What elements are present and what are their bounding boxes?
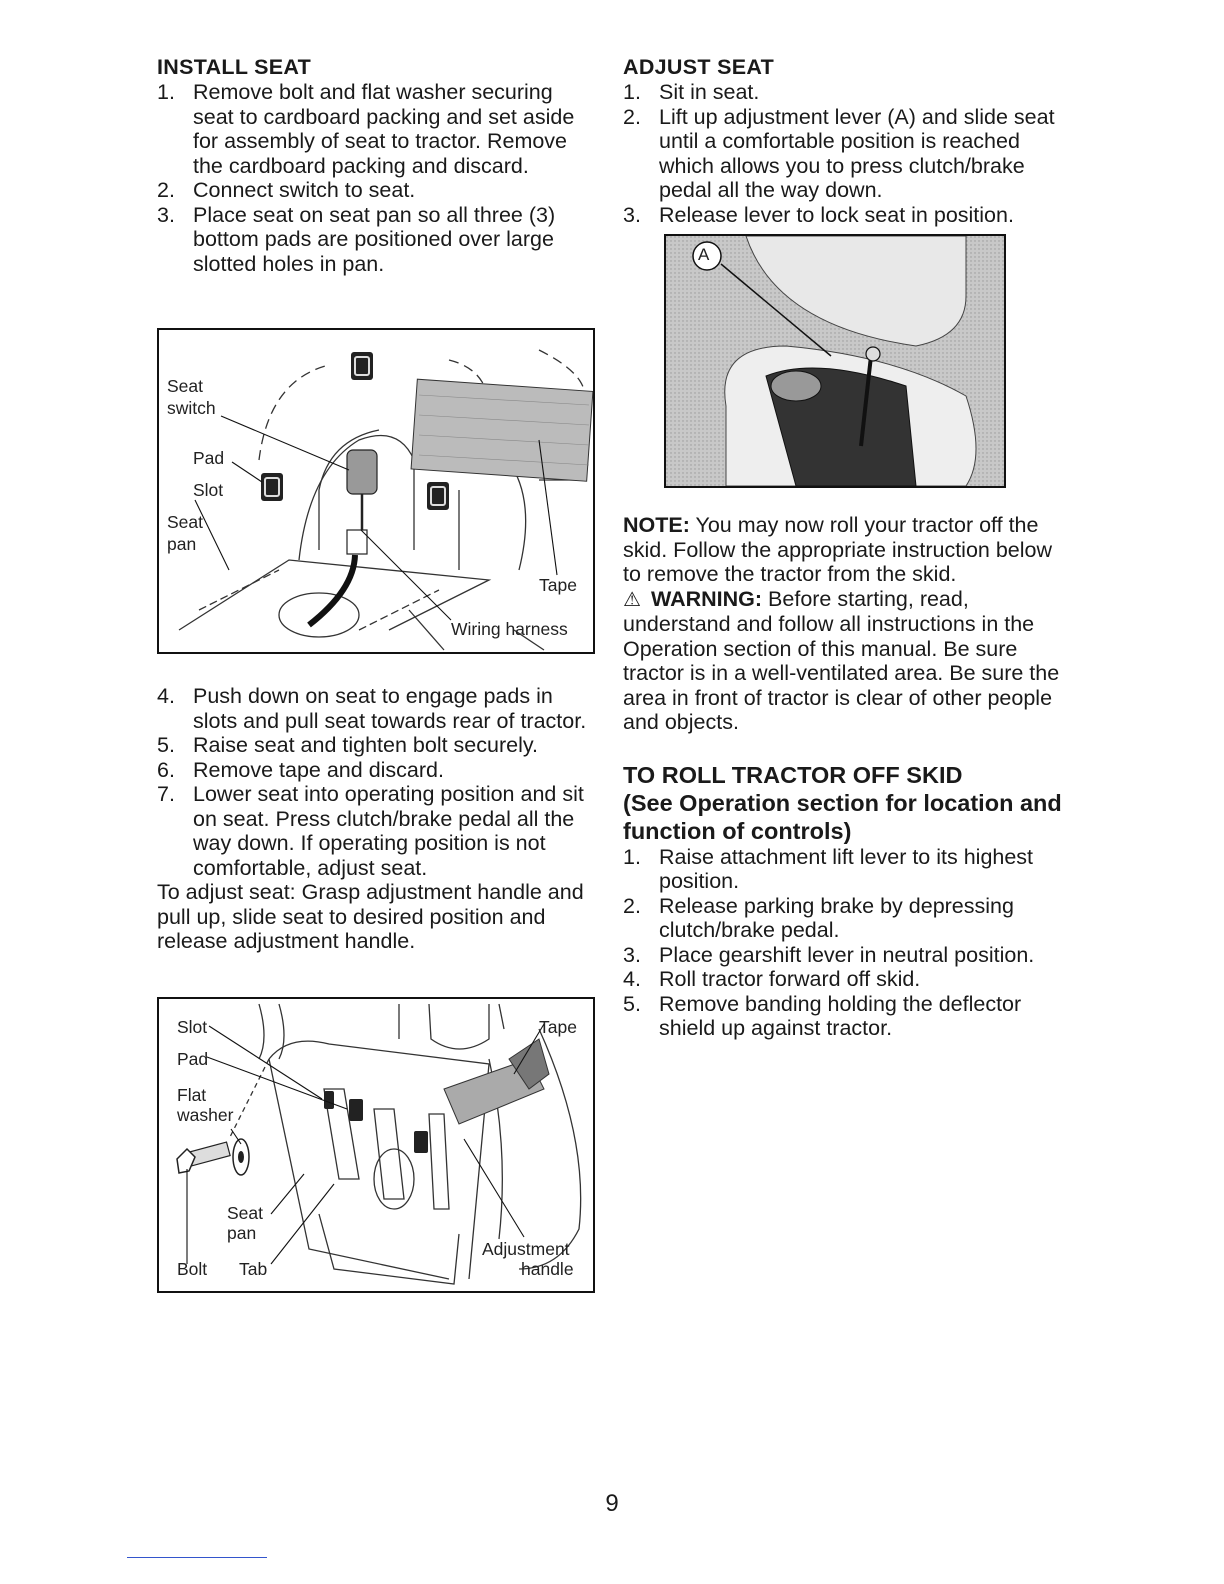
roll-off-title: TO ROLL TRACTOR OFF SKID	[623, 761, 963, 788]
adjust-note: To adjust seat: Grasp adjustment handle and pull up, slide seat to desired position and release adjustment handle.	[157, 880, 584, 953]
label-bolt: Bolt	[177, 1259, 208, 1279]
list-item: 1. Sit in seat.	[623, 80, 760, 104]
adjust-lever-figure	[664, 234, 1006, 488]
label-tab: Tab	[239, 1259, 268, 1279]
roll-off-subtitle: (See Operation section for location and function of controls)	[623, 789, 1062, 844]
warning-paragraph	[623, 587, 1063, 735]
label-a: A	[698, 245, 710, 264]
list-item: 2. Connect switch to seat.	[157, 178, 416, 202]
list-item: 3. Release lever to lock seat in position.	[623, 202, 1014, 227]
label-adjustment-handle-1: Adjustment	[482, 1239, 570, 1259]
list-item: 5. Remove banding holding the deflector shield up against tractor.	[623, 991, 1022, 1040]
list-item: 3. Place seat on seat pan so all three (3) bottom pads are positioned over large slotted holes in pan.	[157, 202, 556, 276]
label-pad: Pad	[177, 1049, 209, 1069]
label-seat-switch-1: Seat	[167, 376, 203, 396]
warning-triangle-icon: ⚠	[623, 588, 641, 611]
note-paragraph	[623, 513, 1063, 587]
warning-label: WARNING:	[650, 586, 763, 611]
install-seat-title: INSTALL SEAT	[157, 55, 312, 79]
adjust-steps	[623, 80, 1063, 227]
footer-divider	[127, 1557, 267, 1558]
list-item: 1. Remove bolt and flat washer securing seat to cardboard packing and set aside for assembly of seat to tractor. Remove the cardboard packing and discard.	[157, 80, 575, 178]
adjust-seat-title: ADJUST SEAT	[623, 55, 775, 79]
list-item: 7. Lower seat into operating position and sit on seat. Press clutch/brake pedal all the way down. If operating position is not comfortable, adjust seat.	[157, 782, 584, 880]
label-wiring-harness: Wiring harness	[451, 619, 568, 639]
right-column-continued	[623, 513, 1063, 1041]
label-seat-pan-2: pan	[227, 1223, 257, 1243]
right-column	[623, 54, 1063, 227]
page-number: 9	[605, 1490, 619, 1517]
label-tape: Tape	[539, 1017, 577, 1037]
label-flat-washer-2: washer	[177, 1105, 234, 1125]
label-flat-washer-1: Flat	[177, 1085, 207, 1105]
list-item: 4. Push down on seat to engage pads in slots and pull seat towards rear of tractor.	[157, 684, 587, 733]
label-pad: Pad	[193, 448, 225, 468]
list-item: 2. Lift up adjustment lever (A) and slide seat until a comfortable position is reached which allows you to press clutch/brake pedal all the way down.	[623, 104, 1055, 202]
list-item: 1. Raise attachment lift lever to its highest position.	[623, 844, 1034, 893]
label-seat-pan-1: Seat	[167, 512, 203, 532]
list-item: 5. Raise seat and tighten bolt securely.	[157, 733, 538, 757]
install-steps-a	[157, 80, 597, 276]
label-seat-switch-2: switch	[167, 398, 216, 418]
list-item: 6. Remove tape and discard.	[157, 757, 444, 782]
list-item: 2. Release parking brake by depressing clutch/brake pedal.	[623, 893, 1014, 942]
warning-text: Before starting, read, understand and follow all instructions in the Operation section of this manual. Be sure tractor is in a well-ventilated area. Be sure the area in front of tractor is clear of other people and objects.	[623, 586, 1060, 734]
adjust-lever-illustration	[666, 236, 1004, 486]
seat-switch-figure	[157, 328, 595, 654]
list-item: 3. Place gearshift lever in neutral position.	[623, 942, 1035, 967]
label-slot: Slot	[177, 1017, 208, 1037]
label-tape: Tape	[539, 575, 577, 595]
left-column	[157, 54, 597, 276]
label-seat-pan-1: Seat	[227, 1203, 263, 1223]
left-column-continued	[157, 684, 597, 954]
note-label: NOTE:	[623, 513, 690, 537]
seat-switch-illustration	[159, 330, 593, 652]
label-seat-pan-2: pan	[167, 534, 197, 554]
install-steps-b	[157, 684, 597, 880]
list-item: 4. Roll tractor forward off skid.	[623, 967, 921, 991]
roll-off-steps	[623, 845, 1063, 1041]
label-adjustment-handle-2: handle	[521, 1259, 574, 1279]
note-text: You may now roll your tractor off the skid. Follow the appropriate instruction below to remove the tractor from the skid.	[623, 513, 1053, 586]
seat-pan-figure	[157, 997, 595, 1293]
label-slot: Slot	[193, 480, 224, 500]
